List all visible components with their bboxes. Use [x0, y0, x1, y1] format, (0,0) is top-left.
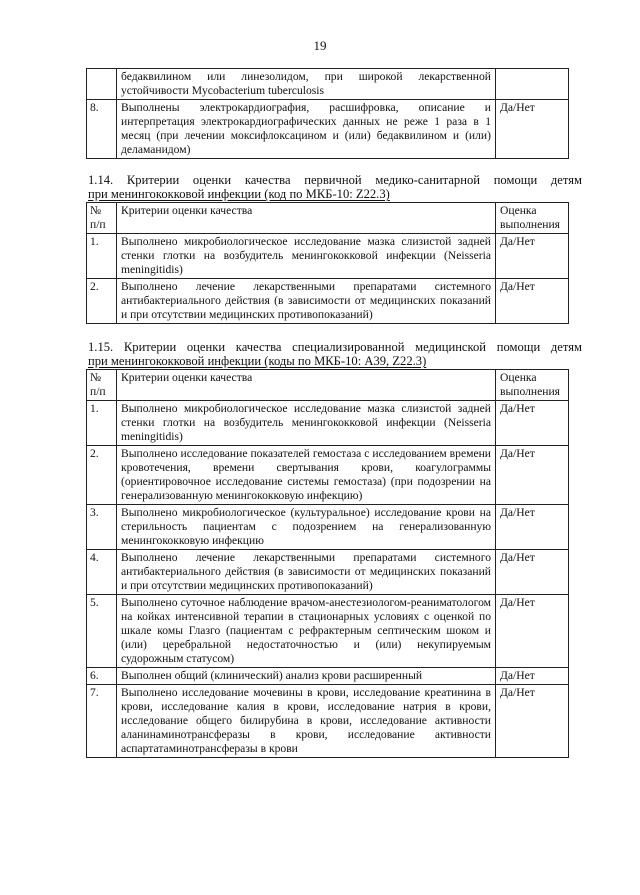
row-number: 3.: [87, 505, 117, 550]
row-criteria: Выполнено исследование мочевины в крови, исследование креатинина в крови, исследование калия в крови, исследование натрия в крови, исследование общего билирубина в крови, исследование активности аланинаминотрансферазы в крови, исследование активности аспартатаминотрансферазы в крови: [117, 685, 496, 758]
row-criteria: Выполнено микробиологическое исследование мазка слизистой задней стенки глотки на возбудитель менингококковой инфекции (Neisseria meningitidis): [117, 401, 496, 446]
row-result: Да/Нет: [496, 279, 569, 324]
table-row: [87, 685, 569, 758]
row-criteria: Выполнено исследование показателей гемостаза с исследованием времени кровотечения, времени свертывания крови, коагулограммы (ориентировочное исследование системы гемостаза) (при подозрении на генерализованную менингококковую инфекцию): [117, 446, 496, 505]
section-1-15-table: [86, 369, 569, 758]
row-number: 5.: [87, 595, 117, 668]
row-result: Да/Нет: [496, 100, 569, 159]
row-number: 2.: [87, 279, 117, 324]
row-result: Да/Нет: [496, 685, 569, 758]
row-result: Да/Нет: [496, 550, 569, 595]
page-number: 19: [313, 38, 327, 53]
section-1-14-table: [86, 202, 569, 324]
row-result: Да/Нет: [496, 234, 569, 279]
table-header-row: [87, 203, 569, 234]
table-header-row: [87, 370, 569, 401]
row-number: 6.: [87, 668, 117, 685]
row-number: 1.: [87, 401, 117, 446]
table-row: [87, 550, 569, 595]
header-number: № п/п: [87, 370, 117, 401]
table-row: [87, 505, 569, 550]
table-row: [87, 234, 569, 279]
row-criteria: Выполнено лечение лекарственными препаратами системного антибактериального действия (в зависимости от медицинских показаний и при отсутствии медицинских противопоказаний): [117, 279, 496, 324]
table-row: [87, 668, 569, 685]
row-result: Да/Нет: [496, 401, 569, 446]
table-row: [87, 100, 569, 159]
section-1-15-title: 1.15. Критерии оценки качества специализированной медицинской помощи детям при менингококковой инфекции (коды по МКБ-10: A39, Z22.3): [88, 340, 582, 368]
row-number: 7.: [87, 685, 117, 758]
header-criteria: Критерии оценки качества: [117, 370, 496, 401]
header-criteria: Критерии оценки качества: [117, 203, 496, 234]
row-number: 4.: [87, 550, 117, 595]
row-criteria: Выполнено микробиологическое (культуральное) исследование крови на стерильность пациентам с подозрением на генерализованную менингококковую инфекцию: [117, 505, 496, 550]
row-criteria: Выполнены электрокардиография, расшифровка, описание и интерпретация электрокардиографических данных не реже 1 раза в 1 месяц (при лечении моксифлоксацином и (или) бедаквилином и (или) деламанидом): [117, 100, 496, 159]
table-row: [87, 446, 569, 505]
row-result: [496, 69, 569, 100]
section-1-14-title: 1.14. Критерии оценки качества первичной медико-санитарной помощи детям при менингококковой инфекции (код по МКБ-10: Z22.3): [88, 173, 582, 201]
row-number: 2.: [87, 446, 117, 505]
row-result: Да/Нет: [496, 505, 569, 550]
header-result: Оценка выполнения: [496, 370, 569, 401]
table-row: [87, 401, 569, 446]
row-criteria: Выполнено микробиологическое исследование мазка слизистой задней стенки глотки на возбудитель менингококковой инфекции (Neisseria meningitidis): [117, 234, 496, 279]
row-result: Да/Нет: [496, 595, 569, 668]
table-row: [87, 595, 569, 668]
row-result: Да/Нет: [496, 668, 569, 685]
row-result: Да/Нет: [496, 446, 569, 505]
header-result: Оценка выполнения: [496, 203, 569, 234]
row-criteria: Выполнено суточное наблюдение врачом-анестезиологом-реаниматологом на койках интенсивной терапии в стационарных условиях с оценкой по шкале комы Глазго (пациентам с рефрактерным септическим шоком и (или) церебральной недостаточностью и (или) некупируемым судорожным статусом): [117, 595, 496, 668]
table-row: [87, 69, 569, 100]
row-number: 8.: [87, 100, 117, 159]
row-number: [87, 69, 117, 100]
continuation-table: [86, 68, 569, 159]
header-number: № п/п: [87, 203, 117, 234]
table-row: [87, 279, 569, 324]
row-number: 1.: [87, 234, 117, 279]
row-criteria: Выполнено лечение лекарственными препаратами системного антибактериального действия (в зависимости от медицинских показаний и при отсутствии медицинских противопоказаний): [117, 550, 496, 595]
row-criteria: бедаквилином или линезолидом, при широкой лекарственной устойчивости Mycobacterium tuberculosis: [117, 69, 496, 100]
row-criteria: Выполнен общий (клинический) анализ крови расширенный: [117, 668, 496, 685]
